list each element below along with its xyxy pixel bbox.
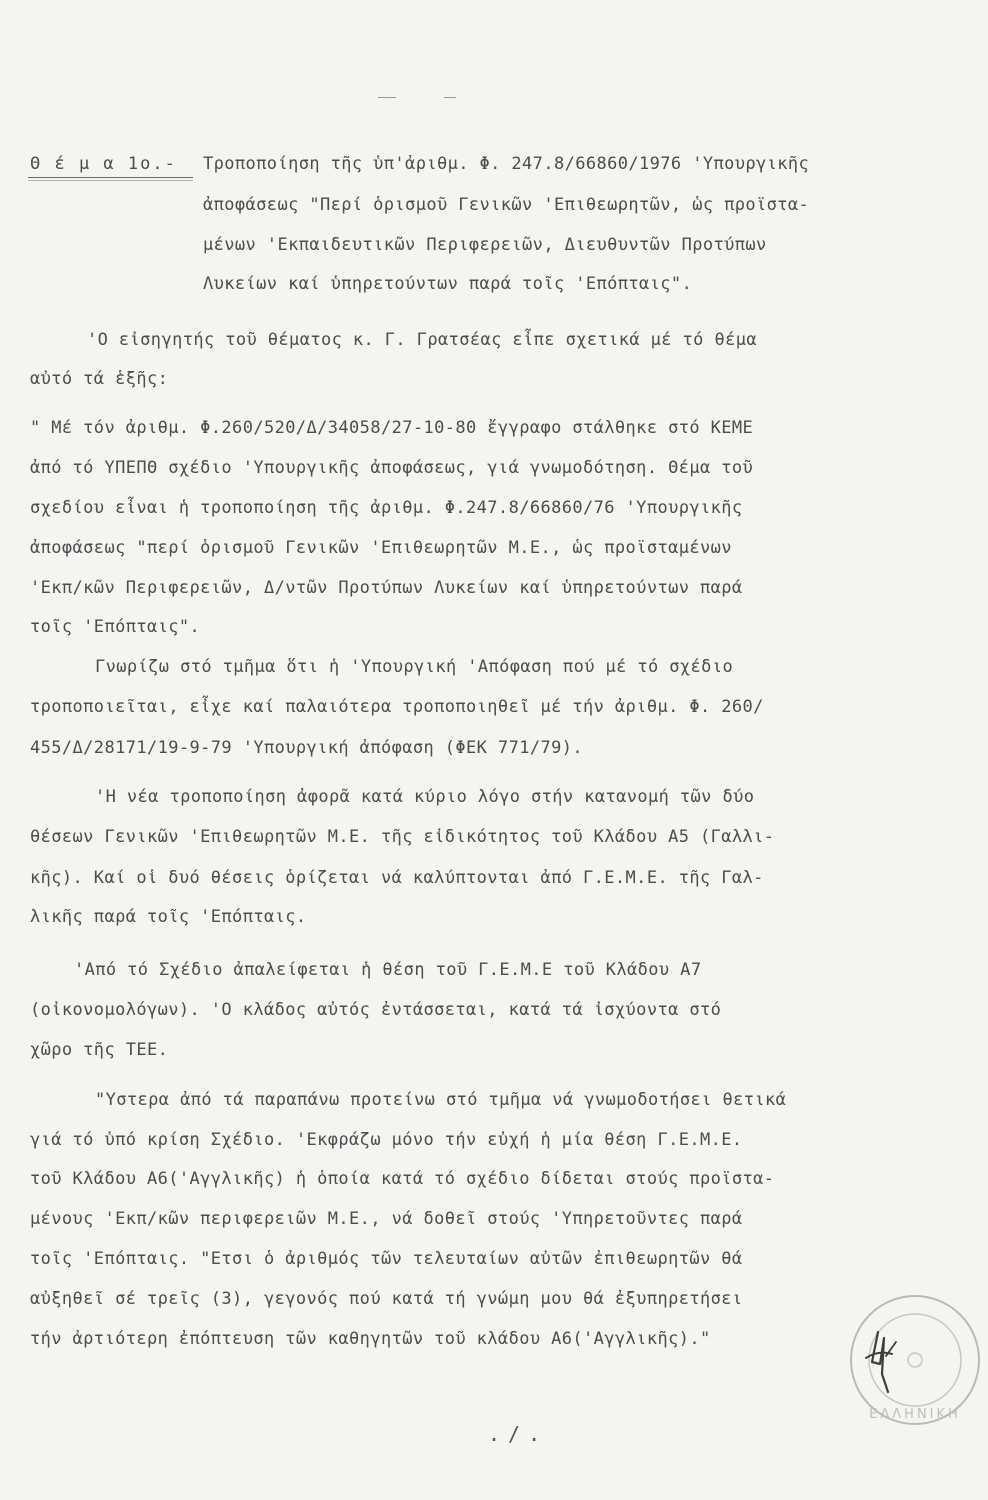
body-line: "Υστερα ἀπό τά παραπάνω προτείνω στό τμῆμα νά γνωμοδοτήσει θετικά [95, 1090, 787, 1110]
body-line: 'Η νέα τροποποίηση ἀφορᾶ κατά κύριο λόγο στήν κατανομή τῶν δύο [95, 787, 755, 807]
body-line: 'Εκπ/κῶν Περιφερειῶν, Δ/ντῶν Προτύπων Λυκείων καί ὑπηρετούντων παρά [30, 578, 743, 598]
body-line: 'Από τό Σχέδιο ἀπαλείφεται ἡ θέση τοῦ Γ.Ε.Μ.Ε τοῦ Κλάδου Α7 [74, 960, 702, 980]
body-line: χῶρο τῆς ΤΕΕ. [30, 1040, 169, 1060]
body-line: μένους 'Εκπ/κῶν περιφερειῶν Μ.Ε., νά δοθεῖ στούς 'Υπηρετοῦντες παρά [30, 1209, 743, 1229]
body-line: αὐτό τά ἑξῆς: [30, 369, 169, 389]
body-line: γιά τό ὑπό κρίση Σχέδιο. 'Εκφράζω μόνο τήν εὐχή ἡ μία θέση Γ.Ε.Μ.Ε. [30, 1130, 743, 1150]
body-line: τοῖς 'Επόπταις". [30, 617, 201, 637]
header-dash-right [444, 97, 456, 98]
body-line: 455/Δ/28171/19-9-79 'Υπουργική ἀπόφαση (ΦΕΚ 771/79). [30, 738, 584, 758]
body-line: λικῆς παρά τοῖς 'Επόπταις. [30, 907, 307, 927]
body-line: σχεδίου εἶναι ἡ τροποποίηση τῆς ἀριθμ. Φ.247.8/66860/76 'Υπουργικῆς [30, 498, 743, 518]
body-line: " Μέ τόν ἀριθμ. Φ.260/520/Δ/34058/27-10-80 ἔγγραφο στάλθηκε στό ΚΕΜΕ [30, 418, 754, 438]
theme-label: Θ έ μ α 1ο.- [30, 154, 177, 174]
theme-title-line: Τροποποίηση τῆς ὑπ'ἀριθμ. Φ. 247.8/66860/1976 'Υπουργικῆς [203, 154, 810, 174]
signature [858, 1328, 908, 1398]
theme-underline-secondary [28, 180, 193, 181]
theme-title-line: Λυκείων καί ὑπηρετούντων παρά τοῖς 'Επόπταις". [203, 274, 693, 294]
theme-title-line: μένων 'Εκπαιδευτικῶν Περιφερειῶν, Διευθυντῶν Προτύπων [203, 235, 767, 255]
body-line: 'Ο εἰσηγητής τοῦ θέματος κ. Γ. Γρατσέας εἶπε σχετικά μέ τό θέμα [87, 330, 757, 350]
body-line: αὐξηθεῖ σέ τρεῖς (3), γεγονός πού κατά τή γνώμη μου θά ἐξυπηρετήσει [30, 1289, 743, 1309]
body-line: τροποποιεῖται, εἶχε καί παλαιότερα τροποποιηθεῖ μέ τήν ἀριθμ. Φ. 260/ [30, 697, 764, 717]
body-line: (οἰκονομολόγων). 'Ο κλάδος αὐτός ἐντάσσεται, κατά τά ἰσχύοντα στό [30, 1000, 722, 1020]
body-line: Γνωρίζω στό τμῆμα ὅτι ἡ 'Υπουργική 'Απόφαση πού μέ τό σχέδιο [95, 657, 734, 677]
body-line: ἀποφάσεως "περί ὁρισμοῦ Γενικῶν 'Επιθεωρητῶν Μ.Ε., ὡς προϊσταμένων [30, 538, 732, 558]
page-continuation-mark: ./. [488, 1422, 549, 1446]
body-line: θέσεων Γενικῶν 'Επιθεωρητῶν Μ.Ε. τῆς εἰδικότητος τοῦ Κλάδου Α5 (Γαλλι- [30, 827, 775, 847]
theme-title-line: ἀποφάσεως "Περί ὁρισμοῦ Γενικῶν 'Επιθεωρητῶν, ὡς προϊστα- [203, 195, 810, 215]
body-line: κῆς). Καί οἱ δυό θέσεις ὁρίζεται νά καλύπτονται ἀπό Γ.Ε.Μ.Ε. τῆς Γαλ- [30, 868, 764, 888]
theme-underline [28, 177, 193, 178]
header-dash-left [378, 97, 396, 98]
body-line: τοῦ Κλάδου Α6('Αγγλικῆς) ἡ ὁποία κατά τό σχέδιο δίδεται στούς προϊστα- [30, 1169, 775, 1189]
body-line: τήν ἀρτιότερη ἐπόπτευση τῶν καθηγητῶν τοῦ κλάδου Α6('Αγγλικῆς)." [30, 1329, 711, 1349]
body-line: τοῖς 'Επόπταις. "Ετσι ὁ ἀριθμός τῶν τελευταίων αὐτῶν ἐπιθεωρητῶν θά [30, 1249, 743, 1269]
stamp-lettering: ΕΛΛΗΝΙΚΗ [869, 1407, 961, 1422]
body-line: ἀπό τό ΥΠΕΠΘ σχέδιο 'Υπουργικῆς ἀποφάσεως, γιά γνωμοδότηση. Θέμα τοῦ [30, 458, 754, 478]
